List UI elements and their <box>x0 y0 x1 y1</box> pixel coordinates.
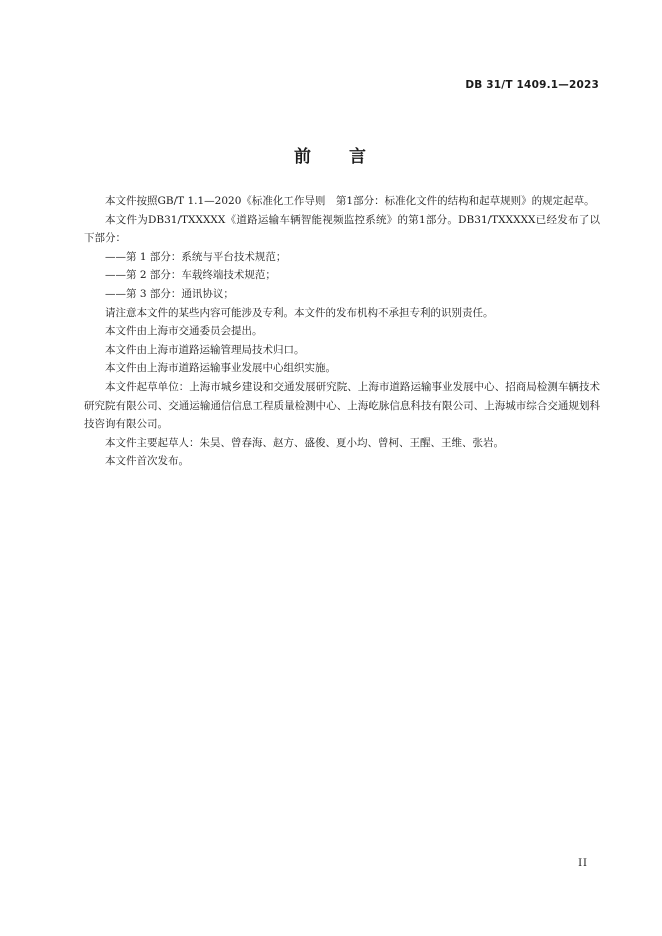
page-title-part2: 言 <box>349 147 368 167</box>
paragraph-implementer: 本文件由上海市道路运输事业发展中心组织实施。 <box>105 362 336 375</box>
paragraph-drafting-rules: 本文件按照GB/T 1.1—2020《标准化工作导则 第1部分：标准化文件的结构和起草规则》的规定起草。 <box>105 195 595 207</box>
paragraph-patent-notice: 请注意本文件的某些内容可能涉及专利。本文件的发布机构不承担专利的识别责任。 <box>105 306 494 319</box>
parts-list-item: ——第 2 部分：车载终端技术规范； <box>105 269 276 282</box>
parts-list-item: ——第 1 部分：系统与平台技术规范； <box>105 250 287 263</box>
page-title-part1: 前 <box>294 147 313 167</box>
header-divider <box>63 96 599 97</box>
foreword-body <box>84 192 600 471</box>
paragraph-series-intro: 本文件为DB31/TXXXXX《道路运输车辆智能视频监控系统》的第1部分。DB31/TXXXXX已经发布了以下部分： <box>84 213 600 245</box>
paragraph-drafters: 本文件主要起草人：朱昊、曾春海、赵方、盛俊、夏小均、曾柯、王醒、王维、张岩。 <box>105 436 504 449</box>
paragraph-drafting-units: 本文件起草单位：上海市城乡建设和交通发展研究院、上海市道路运输事业发展中心、招商局检测车辆技术研究院有限公司、交通运输通信信息工程质量检测中心、上海屹脉信息科技有限公司、上海城市综合交通规划科技咨询有限公司。 <box>84 380 600 431</box>
paragraph-proposer: 本文件由上海市交通委员会提出。 <box>105 325 263 338</box>
paragraph-first-release: 本文件首次发布。 <box>105 455 189 468</box>
page-title <box>0 142 662 167</box>
page-number: II <box>578 858 588 869</box>
standard-code: DB 31/T 1409.1—2023 <box>465 79 599 91</box>
parts-list-item: ——第 3 部分：通讯协议； <box>105 287 234 300</box>
paragraph-technical-authority: 本文件由上海市道路运输管理局技术归口。 <box>105 343 305 356</box>
